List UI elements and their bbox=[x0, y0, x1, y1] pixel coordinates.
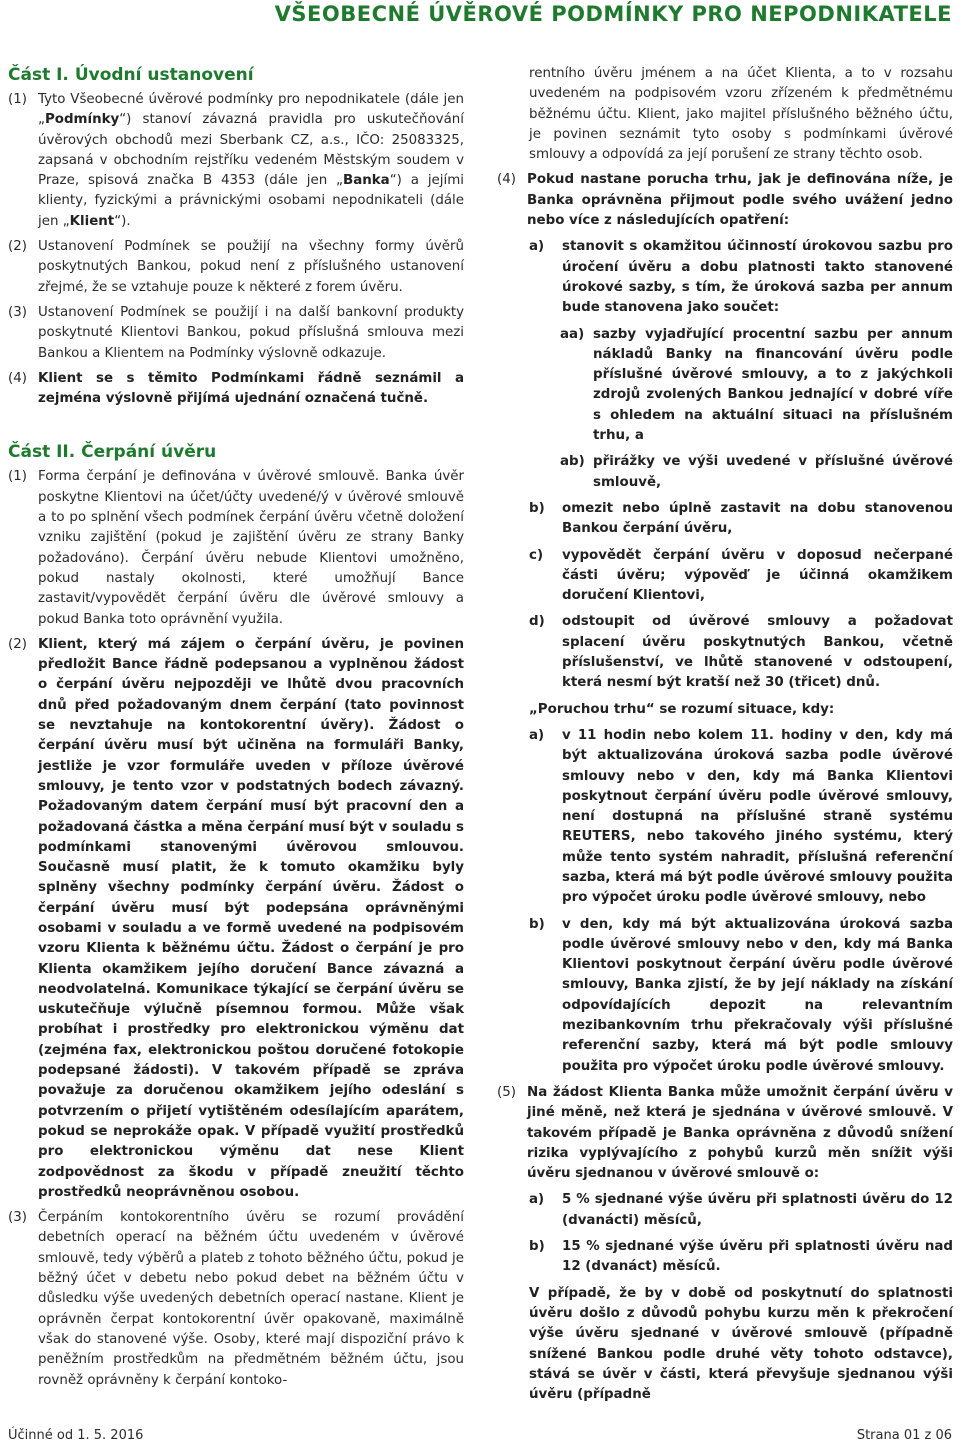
item-label: b) bbox=[529, 1239, 545, 1255]
paragraph-text: Forma čerpání je definována v úvěrové smlouvě. Banka úvěr poskytne Klientovi na účet/účty uvedené/ý v úvěrové smlouvě a to po splnění všech podmínek čerpání úvěru včetně doložení vzniku zajištění (pokud je zajištění úvěru ze strany Banky požadováno). Čerpání úvěru nebude Klientovi umožněno, pokud nastaly okolnosti, které umožňují Bance zastavit/vypovědět čerpání úvěru dle úvěrové smlouvy a pokud Banka toto oprávnění využila. bbox=[38, 469, 464, 627]
page-number: Strana 01 z 06 bbox=[856, 1428, 952, 1443]
disruption-b bbox=[529, 915, 953, 1077]
paragraph-text-bold: Na žádost Klienta Banka může umožnit čerpání úvěru v jiné měně, než která je sjednána v úvěrové smlouvě. V takovém případě je Banka oprávněna z důvodů snížení rizika vyplývajícího z pohybů kurzů měn snížit výši úvěru sjednanou v úvěrové smlouvě o: bbox=[527, 1084, 953, 1182]
text-segment: “). bbox=[114, 213, 131, 229]
left-column bbox=[8, 64, 464, 1396]
measure-b bbox=[529, 499, 953, 540]
measure-ab bbox=[560, 452, 953, 493]
paragraph-2-3-continued: rentního úvěru jménem a na účet Klienta, a to v rozsahu uvedeném na podpisovém vzoru zřízeném k předmětnému běžnému účtu. Klient, jako majitel příslušného běžného účtu, je povinen seznámit tyto osoby s podmínkami úvěrové smlouvy a odpovídá za její porušení ze strany těchto osob. bbox=[529, 66, 953, 163]
right-column bbox=[497, 64, 953, 1411]
item-text: omezit nebo úplně zastavit na dobu stanovenou Bankou čerpání úvěru, bbox=[562, 500, 953, 537]
item-text: v 11 hodin nebo kolem 11. hodiny v den, kdy má být aktualizována úroková sazba podle úvěrové smlouvy nebo v den, kdy má Banka Klientovi poskytnout čerpání úvěru podle úvěrové smlouvy, není dostupná na příslušné straně systému REUTERS, nebo takového jiného systému, který může tento systém nahradit, příslušná referenční sazba, která má být podle úvěrové smlouvy použita pro výpočet úroku podle úvěrové smlouvy, nebo bbox=[562, 727, 953, 906]
paragraph-number: (1) bbox=[8, 92, 27, 107]
item-label: aa) bbox=[560, 326, 585, 342]
paragraph-2-4 bbox=[497, 170, 953, 231]
defined-term-klient: Klient bbox=[69, 213, 115, 229]
paragraph-2-5 bbox=[497, 1083, 953, 1184]
paragraph-text: Ustanovení Podmínek se použijí na všechny formy úvěrů poskytnutých Bankou, pokud není z příslušného ustanovení zřejmé, že se vztahuje pouze k některé z forem úvěru. bbox=[38, 239, 464, 295]
paragraph-number: (5) bbox=[497, 1084, 516, 1100]
item-label: a) bbox=[529, 727, 545, 743]
market-disruption-definition: „Poruchou trhu“ se rozumí situace, kdy: bbox=[529, 701, 835, 717]
paragraph-2-2 bbox=[8, 635, 464, 1203]
paragraph-text bbox=[38, 90, 464, 232]
paragraph-text-bold: Pokud nastane porucha trhu, jak je definována níže, je Banka oprávněna přijmout podle svého uvážení jedno nebo více z následujících opatření: bbox=[527, 172, 953, 229]
paragraph-number: (3) bbox=[8, 304, 27, 320]
item-text: 5 % sjednané výše úvěru při splatnosti úvěru do 12 (dvanácti) měsíců, bbox=[562, 1192, 953, 1228]
paragraph-number: (4) bbox=[497, 172, 516, 188]
paragraph-number: (2) bbox=[8, 239, 27, 255]
paragraph-number: (4) bbox=[8, 370, 27, 386]
paragraph-text: Čerpáním kontokorentního úvěru se rozumí provádění debetních operací na běžném účtu uvedeném v úvěrové smlouvě, tedy výběrů a plateb z tohoto běžného účtu, pokud je běžný účet v debetu nebo pokud debet na běžném účtu v důsledku výše uvedených debetních operací nastane. Klient je oprávněn čerpat kontokorentní úvěr opakovaně, maximálně však do stanovené výše. Osoby, které mají dispoziční právo k peněžním prostředkům na předmětném běžném účtu, jsou rovněž oprávněny k čerpání kontoko- bbox=[38, 1210, 464, 1388]
item-text: vypovědět čerpání úvěru v doposud nečerpané části úvěru; výpověď je účinná okamžikem doručení Klientovi, bbox=[562, 547, 953, 604]
item-text: přirážky ve výši uvedené v příslušné úvěrové smlouvě, bbox=[593, 454, 953, 490]
paragraph-number: (2) bbox=[8, 636, 27, 652]
text-segment: Tyto Všeobecné úvěrové podmínky pro nepodnikatele (dále jen „ bbox=[38, 92, 464, 128]
paragraph-1-2 bbox=[8, 237, 464, 298]
defined-term-banka: Banka bbox=[343, 173, 390, 189]
paragraph-2-3 bbox=[8, 1208, 464, 1391]
item-label: b) bbox=[529, 500, 545, 516]
item-label: ab) bbox=[560, 454, 585, 470]
text-segment: “) a jejími klienty, fyzickými a právnickými osobami nepodnikateli (dále jen „ bbox=[38, 173, 464, 229]
paragraph-text-bold: Klient, který má zájem o čerpání úvěru, je povinen předložit Bance řádně podepsanou a vyplněnou žádost o čerpání úvěru nejpozději ve lhůtě dvou pracovních dnů před požadovaným dnem čerpání (tato povinnost se nevztahuje na kontokorentní úvěry). Žádost o čerpání úvěru musí být učiněna na formuláři Banky, jestliže je vzor formuláře uveden v příloze úvěrové smlouvy, je tento vzor v podstatných bodech závazný. Požadovaným datem čerpání musí být pracovní den a požadovaná částka a měna čerpání musí být v souladu s podmínkami stanovenými úvěrovou smlouvou. Současně musí platit, že k tomuto okamžiku byly splněny všechny podmínky čerpání úvěru. Žádost o čerpání úvěru musí být podepsána oprávněnými osobami v souladu a ve formě uvedené na podpisovém vzoru Klienta k běžnému účtu. Žádost o čerpání je pro Klienta okamžikem jejího doručení Bance závazná a neodvolatelná. Komunikace týkající se čerpání úvěru se uskutečňuje výlučně písemnou formou. Může však probíhat i prostředky pro elektronickou výměnu dat (zejména fax, elektronickou poštou doručené fotokopie podepsané žádosti). V takovém případě se zpráva považuje za doručenou okamžikem jejího odeslání s potvrzením o přijetí vytištěném odesílajícím aparátem, pokud se neprokáže opak. V případě využití prostředků pro elektronickou výměnu dat nese Klient zodpovědnost za škodu v případě zneužití těchto prostředků neoprávněnou osobou. bbox=[38, 636, 464, 1200]
effective-date: Účinné od 1. 5. 2016 bbox=[8, 1428, 144, 1443]
item-label: a) bbox=[529, 1192, 545, 1208]
measure-c bbox=[529, 546, 953, 607]
item-label: d) bbox=[529, 614, 545, 630]
paragraph-number: (1) bbox=[8, 469, 27, 485]
paragraph-2-1 bbox=[8, 467, 464, 629]
item-text: 15 % sjednané výše úvěru při splatnosti úvěru nad 12 (dvanáct) měsíců. bbox=[562, 1239, 953, 1275]
item-text: odstoupit od úvěrové smlouvy a požadovat splacení úvěru poskytnutých Bankou, včetně příslušenství, ve lhůtě stanovené v odstoupení, která nesmí být kratší než 30 (třicet) dnů. bbox=[562, 614, 953, 691]
closing-paragraph: V případě, že by v době od poskytnutí do splatnosti úvěru došlo z důvodů pohybu kurzu měn k překročení výše úvěru sjednané v úvěrové smlouvě (případně snížené Bankou podle druhé věty tohoto odstavce), stává se úvěr v části, která převyšuje sjednanou výši úvěru (případně bbox=[529, 1285, 953, 1403]
item-text: sazby vyjadřující procentní sazbu per annum nákladů Banky na financování úvěru podle příslušné úvěrové smlouvy, a to z jakýchkoli zdrojů zvolených Bankou jednající v dobré víře s ohledem na aktuální situaci na příslušném trhu, a bbox=[593, 326, 953, 444]
measure-d bbox=[529, 612, 953, 693]
defined-term-podminky: Podmínky bbox=[44, 112, 120, 128]
item-text: stanovit s okamžitou účinností úrokovou sazbu pro úročení úvěru a dobu platnosti takto stanovené úrokové sazby, s tím, že úroková sazba per annum bude stanovena jako součet: bbox=[562, 239, 953, 316]
text-segment: “) stanoví závazná pravidla pro uskutečňování úvěrových obchodů mezi Sberbank CZ, a.s., IČO: 25083325, zapsaná v obchodním rejstříku vedeném Městským soudem v Praze, spisová značka B 4353 (dále jen „ bbox=[38, 112, 464, 189]
paragraph-number: (3) bbox=[8, 1210, 27, 1226]
paragraph-text: Ustanovení Podmínek se použijí i na další bankovní produkty poskytnuté Klientovi Bankou, pokud příslušná smlouva mezi Bankou a Klientem na Podmínky výslovně odkazuje. bbox=[38, 304, 464, 361]
disruption-a bbox=[529, 726, 953, 909]
paragraph-1-1 bbox=[8, 90, 464, 232]
reduction-a bbox=[529, 1190, 953, 1231]
item-label: a) bbox=[529, 239, 545, 255]
paragraph-1-4 bbox=[8, 369, 464, 410]
paragraph-text-bold: Klient se s těmito Podmínkami řádně seznámil a zejména výslovně přijímá ujednání označená tučně. bbox=[38, 370, 464, 407]
paragraph-1-3 bbox=[8, 303, 464, 364]
measure-a bbox=[529, 237, 953, 318]
document-header-title: VŠEOBECNÉ ÚVĚROVÉ PODMÍNKY PRO NEPODNIKATELE bbox=[274, 2, 952, 26]
part-2-title: Část II. Čerpání úvěru bbox=[8, 442, 217, 463]
measure-aa bbox=[560, 325, 953, 447]
reduction-b bbox=[529, 1237, 953, 1278]
part-1-title: Část I. Úvodní ustanovení bbox=[8, 65, 254, 85]
item-text: v den, kdy má být aktualizována úroková sazba podle úvěrové smlouvy nebo v den, kdy má Banka Klientovi poskytnout čerpání úvěru podle úvěrové smlouvy, Banka zjistí, že by její náklady na získání odpovídajících depozit na relevantním mezibankovním trhu překračovaly výši příslušné referenční sazby, která má být podle smlouvy použita pro výpočet úroku podle úvěrové smlouvy. bbox=[562, 916, 953, 1074]
item-label: c) bbox=[529, 547, 544, 563]
item-label: b) bbox=[529, 916, 545, 932]
